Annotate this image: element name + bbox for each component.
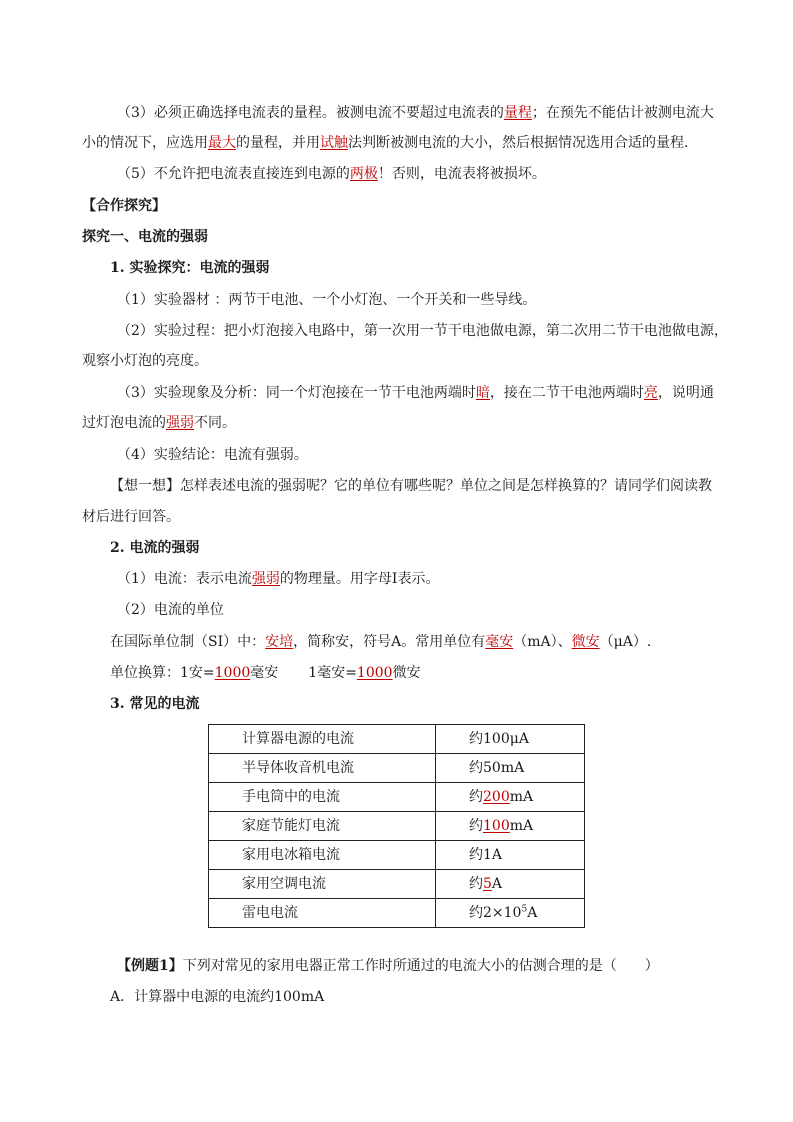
current-definition: （1）电流：表示电流强弱的物理量。用字母I表示。: [117, 571, 440, 587]
table-row: [209, 841, 585, 870]
current-value-cell: [436, 841, 585, 870]
example-tag: 【例题1】: [117, 958, 183, 974]
subheading-current-strength: 2. 电流的强弱: [110, 540, 200, 556]
example-1: 【例题1】下列对常见的家用电器正常工作时所通过的电流大小的估测合理的是（ ）: [117, 958, 659, 974]
device-cell: 计算器电源的电流: [209, 725, 436, 754]
experiment-conclusion: （4）实验结论：电流有强弱。: [117, 447, 308, 463]
si-unit-line: 在国际单位制（SI）中：安培，简称安，符号A。常用单位有毫安（mA）、微安（μA）.: [110, 634, 652, 650]
experiment-phenomenon-cont: 过灯泡电流的强弱不同。: [82, 415, 236, 431]
subheading-experiment: 1. 实验探究：电流的强弱: [110, 260, 270, 276]
exponent: 5: [521, 904, 528, 915]
answer-blank: 暗: [475, 385, 490, 401]
value-unit: 1A: [483, 847, 503, 863]
answer-blank: 最大: [208, 135, 236, 151]
value-prefix: 约2×10: [469, 905, 522, 921]
answer-blank: 微安: [571, 634, 600, 650]
paragraph-3: （3）必须正确选择电流表的量程。被测电流不要超过电流表的量程；在预先不能估计被测电流大: [117, 105, 714, 121]
device-cell: 雷电电流: [209, 899, 436, 928]
value-unit: A: [527, 905, 538, 921]
experiment-equipment: （1）实验器材 ：两节干电池、一个小灯泡、一个开关和一些导线。: [117, 292, 537, 308]
answer-blank: 毫安: [485, 634, 514, 650]
current-value-cell: [436, 899, 585, 928]
answer-blank: 200: [483, 789, 510, 805]
device-cell: 半导体收音机电流: [209, 754, 436, 783]
value-prefix: 约: [469, 789, 483, 805]
paragraph-3-cont: 小的情况下，应选用最大的量程，并用试触法判断被测电流的大小，然后根据情况选用合适的量程.: [82, 135, 689, 151]
table-row: [209, 754, 585, 783]
value-unit: mA: [509, 818, 534, 834]
device-cell: 家庭节能灯电流: [209, 812, 436, 841]
current-unit-heading: （2）电流的单位: [117, 602, 224, 618]
answer-blank: 强弱: [166, 415, 194, 431]
experiment-phenomenon: （3）实验现象及分析：同一个灯泡接在一节干电池两端时暗，接在二节干电池两端时亮，说明通: [117, 385, 714, 401]
current-value-cell: [436, 754, 585, 783]
answer-blank: 100: [483, 818, 510, 834]
value-unit: mA: [509, 789, 534, 805]
value-prefix: 约: [469, 760, 483, 776]
common-currents-table: [208, 724, 585, 928]
value-prefix: 约: [469, 731, 483, 747]
table-row: [209, 725, 585, 754]
section-heading-explore-1: 探究一、电流的强弱: [82, 229, 208, 245]
value-prefix: 约: [469, 876, 483, 892]
think-prompt-cont: 材后进行回答。: [82, 509, 180, 525]
answer-blank: 强弱: [251, 571, 280, 587]
answer-blank: 5: [483, 876, 492, 892]
think-prompt: 【想一想】怎样表述电流的强弱呢？它的单位有哪些呢？单位之间是怎样换算的？请同学们阅读教: [110, 478, 712, 494]
value-prefix: 约: [469, 818, 483, 834]
section-heading-cooperative: 【合作探究】: [82, 198, 166, 214]
device-cell: 家用空调电流: [209, 870, 436, 899]
value-unit: 50mA: [483, 760, 525, 776]
answer-blank: 量程: [503, 105, 532, 121]
experiment-process-cont: 观察小灯泡的亮度。: [82, 353, 208, 369]
device-cell: 家用电冰箱电流: [209, 841, 436, 870]
current-value-cell: [436, 783, 585, 812]
answer-blank: 1000: [356, 665, 393, 681]
table-row: [209, 870, 585, 899]
option-a: A．计算器中电源的电流约100mA: [110, 989, 325, 1005]
value-prefix: 约: [469, 847, 483, 863]
unit-conversion: 单位换算：1安=1000毫安 1毫安=1000微安: [110, 665, 421, 681]
current-value-cell: [436, 812, 585, 841]
experiment-process: （2）实验过程：把小灯泡接入电路中，第一次用一节干电池做电源，第二次用二节干电池做电源，: [117, 323, 728, 339]
subheading-common-currents: 3. 常见的电流: [110, 696, 200, 712]
answer-blank: 两极: [349, 166, 378, 182]
current-value-cell: [436, 870, 585, 899]
answer-blank: 试触: [320, 135, 348, 151]
paragraph-5: （5）不允许把电流表直接连到电源的两极！否则，电流表将被损坏。: [117, 166, 546, 182]
device-cell: 手电筒中的电流: [209, 783, 436, 812]
answer-blank: 1000: [214, 665, 251, 681]
answer-blank: 安培: [265, 634, 294, 650]
table-row: [209, 783, 585, 812]
value-unit: 100μA: [483, 731, 529, 747]
current-value-cell: [436, 725, 585, 754]
table-row: [209, 812, 585, 841]
value-unit: A: [491, 876, 503, 892]
table-row: [209, 899, 585, 928]
answer-blank: 亮: [643, 385, 658, 401]
